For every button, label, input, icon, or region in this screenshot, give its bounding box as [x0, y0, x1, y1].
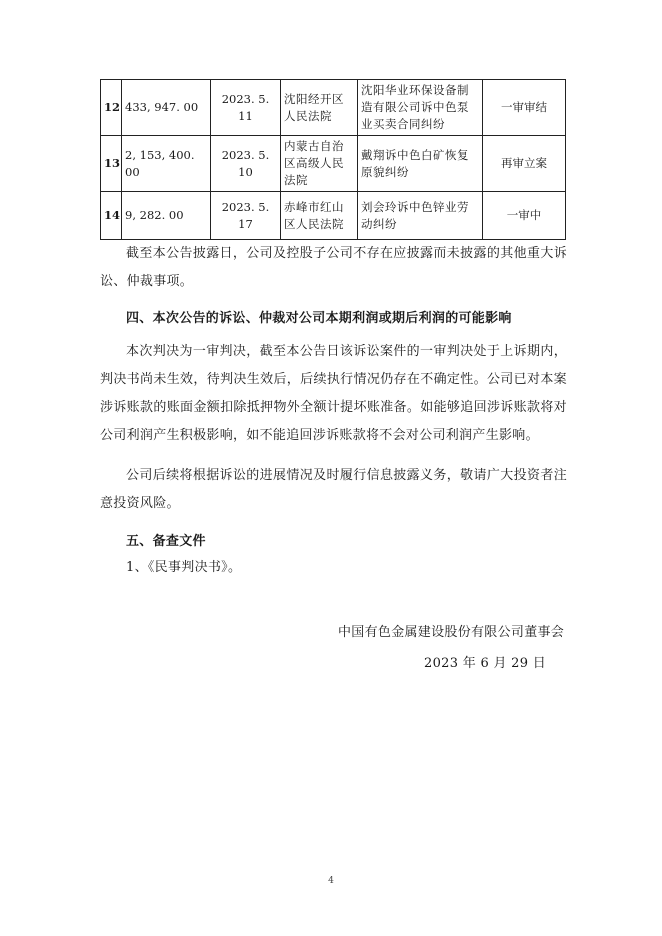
- case-amount: 433, 947. 00: [122, 80, 211, 136]
- no-other-litigation-paragraph: 截至本公告披露日，公司及控股子公司不存在应披露而未披露的其他重大诉讼、仲裁事项。: [100, 246, 567, 289]
- case-status: 一审审结: [483, 80, 566, 136]
- impact-paragraph: 本次判决为一审判决，截至本公告日该诉讼案件的一审判决处于上诉期内，判决书尚未生效，待判决生效后，后续执行情况仍存在不确定性。公司已对本案涉诉账款的账面金额扣除抵押物外全额计提坏账准备。如能够追回涉诉账款将对公司利润产生积极影响，如不能追回涉诉账款将不会对公司利润产生影响。: [100, 344, 567, 443]
- litigation-table: [100, 79, 566, 240]
- table-row: [101, 80, 566, 136]
- case-number: 14: [101, 192, 122, 240]
- case-status: 一审中: [483, 192, 566, 240]
- case-description: 沈阳华业环保设备制造有限公司诉中色泵业买卖合同纠纷: [358, 80, 483, 136]
- case-date: 2023. 5. 17: [211, 192, 281, 240]
- case-court: 沈阳经开区人民法院: [281, 80, 358, 136]
- case-description: 刘会玲诉中色锌业劳动纠纷: [358, 192, 483, 240]
- reference-document-item: 1、《民事判决书》。: [126, 560, 242, 575]
- disclosure-paragraph: 公司后续将根据诉讼的进展情况及时履行信息披露义务，敬请广大投资者注意投资风险。: [100, 468, 567, 511]
- case-status: 再审立案: [483, 136, 566, 192]
- table-row: [101, 136, 566, 192]
- section-4-heading: 四、本次公告的诉讼、仲裁对公司本期利润或期后利润的可能影响: [126, 311, 512, 326]
- case-number: 12: [101, 80, 122, 136]
- case-description: 戴翔诉中色白矿恢复原貌纠纷: [358, 136, 483, 192]
- case-court: 内蒙古自治区高级人民法院: [281, 136, 358, 192]
- case-amount: 2, 153, 400. 00: [122, 136, 211, 192]
- case-court: 赤峰市红山区人民法院: [281, 192, 358, 240]
- table-row: [101, 192, 566, 240]
- announcement-date: 2023 年 6 月 29 日: [424, 656, 547, 671]
- case-date: 2023. 5. 10: [211, 136, 281, 192]
- page-number: 4: [328, 876, 334, 886]
- case-amount: 9, 282. 00: [122, 192, 211, 240]
- signature: 中国有色金属建设股份有限公司董事会: [338, 625, 565, 640]
- case-date: 2023. 5. 11: [211, 80, 281, 136]
- case-number: 13: [101, 136, 122, 192]
- section-5-heading: 五、备查文件: [126, 534, 206, 549]
